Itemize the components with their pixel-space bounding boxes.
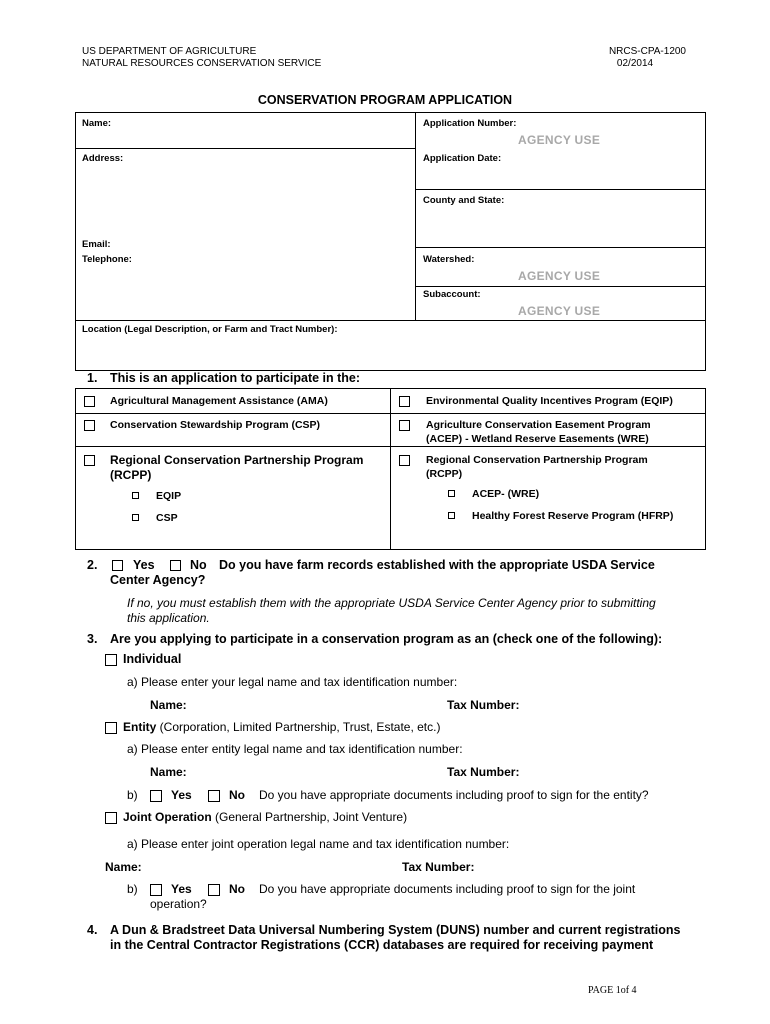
joint-yes-label: Yes — [171, 882, 192, 896]
joint-no-checkbox[interactable] — [208, 884, 220, 896]
email-label: Email: — [82, 239, 111, 250]
rcpp-eqip-label: EQIP — [156, 490, 182, 502]
page-number: PAGE 1of 4 — [588, 985, 637, 996]
entity-label: Entity — [123, 720, 157, 734]
individual-label: Individual — [123, 652, 182, 666]
eqip-label: Environmental Quality Incentives Program (EQIP) — [426, 395, 673, 407]
row-divider — [75, 320, 706, 321]
joint-no-label: No — [229, 882, 245, 896]
q2-no-label: No — [190, 558, 207, 572]
entity-name-label: Name: — [150, 765, 187, 779]
acep-line-2: (ACEP) - Wetland Reserve Easements (WRE) — [426, 433, 649, 445]
joint-operation-label: Joint Operation — [123, 810, 212, 824]
form-id — [560, 46, 686, 70]
rcpp-left-checkbox[interactable] — [84, 455, 95, 466]
rcpp-acep-label: ACEP- (WRE) — [472, 488, 540, 500]
joint-operation-checkbox[interactable] — [105, 812, 117, 824]
joint-tax-label: Tax Number: — [402, 860, 475, 874]
entity-line — [123, 720, 440, 735]
rcpp-left-label — [110, 453, 363, 483]
joint-operation-line — [123, 810, 407, 825]
q2-yes-label: Yes — [133, 558, 155, 572]
acep-label — [426, 418, 651, 446]
rcpp-right-checkbox[interactable] — [399, 455, 410, 466]
q2-text-line-1: Do you have farm records established with the appropriate USDA Service — [219, 558, 655, 572]
rcpp-eqip-checkbox[interactable] — [132, 492, 139, 499]
table-divider — [415, 112, 416, 320]
application-date-label: Application Date: — [423, 153, 502, 164]
dept-line-1: US DEPARTMENT OF AGRICULTURE — [82, 46, 257, 57]
rcpp-acep-checkbox[interactable] — [448, 490, 455, 497]
rcpp-left-line-2: (RCPP) — [110, 468, 152, 482]
rcpp-csp-label: CSP — [156, 512, 178, 524]
joint-name-label: Name: — [105, 860, 142, 874]
program-row-divider — [75, 413, 706, 414]
q3-text: Are you applying to participate in a conservation program as an (check one of the following): — [110, 632, 663, 646]
individual-checkbox[interactable] — [105, 654, 117, 666]
joint-b-text-line-1: Do you have appropriate documents including proof to sign for the joint — [259, 882, 636, 896]
row-divider — [75, 148, 416, 149]
acep-checkbox[interactable] — [399, 420, 410, 431]
entity-checkbox[interactable] — [105, 722, 117, 734]
q4-text-line-1: A Dun & Bradstreet Data Universal Numbering System (DUNS) number and current registrations — [110, 923, 681, 937]
acep-line-1: Agriculture Conservation Easement Program — [426, 419, 651, 431]
joint-instruction: a) Please enter joint operation legal name and tax identification number: — [127, 837, 510, 851]
entity-instruction: a) Please enter entity legal name and tax identification number: — [127, 742, 463, 756]
eqip-checkbox[interactable] — [399, 396, 410, 407]
ama-checkbox[interactable] — [84, 396, 95, 407]
address-label: Address: — [82, 153, 124, 164]
rcpp-left-line-1: Regional Conservation Partnership Program — [110, 453, 364, 467]
name-label: Name: — [82, 118, 112, 129]
rcpp-csp-checkbox[interactable] — [132, 514, 139, 521]
entity-b-marker: b) — [127, 788, 138, 802]
entity-yes-checkbox[interactable] — [150, 790, 162, 802]
rcpp-right-line-2: (RCPP) — [426, 468, 463, 480]
page-title: CONSERVATION PROGRAM APPLICATION — [257, 93, 513, 107]
rcpp-right-label — [426, 453, 648, 481]
individual-name-label: Name: — [150, 698, 187, 712]
rcpp-hfrp-label: Healthy Forest Reserve Program (HFRP) — [472, 510, 674, 522]
location-label: Location (Legal Description, or Farm and Tract Number): — [82, 324, 338, 335]
entity-yes-label: Yes — [171, 788, 192, 802]
program-row-divider — [75, 446, 706, 447]
form-number: NRCS-CPA-1200 — [608, 46, 686, 57]
watershed-label: Watershed: — [423, 254, 475, 265]
telephone-label: Telephone: — [82, 254, 132, 265]
application-number-label: Application Number: — [423, 118, 517, 129]
q1-number: 1. — [87, 371, 98, 385]
q3-number: 3. — [87, 632, 98, 646]
entity-tax-label: Tax Number: — [447, 765, 520, 779]
q2-note-line-2: this application. — [127, 611, 210, 625]
subaccount-label: Subaccount: — [423, 289, 481, 300]
joint-operation-description: (General Partnership, Joint Venture) — [211, 810, 408, 824]
joint-b-text-line-2: operation? — [150, 897, 207, 911]
rcpp-right-line-1: Regional Conservation Partnership Program — [426, 454, 648, 466]
q2-no-checkbox[interactable] — [170, 560, 181, 571]
row-divider — [415, 286, 706, 287]
agency-use-app-number: AGENCY USE — [518, 133, 601, 147]
q2-number: 2. — [87, 558, 98, 572]
q2-note-line-1: If no, you must establish them with the appropriate USDA Service Center Agency prior to submitting — [127, 596, 656, 610]
entity-b-text: Do you have appropriate documents including proof to sign for the entity? — [259, 788, 649, 802]
dept-line-2: NATURAL RESOURCES CONSERVATION SERVICE — [82, 58, 322, 69]
county-state-label: County and State: — [423, 195, 505, 206]
individual-tax-label: Tax Number: — [447, 698, 520, 712]
joint-b-marker: b) — [127, 882, 138, 896]
csp-checkbox[interactable] — [84, 420, 95, 431]
row-divider — [415, 189, 706, 190]
q1-text: This is an application to participate in the: — [110, 371, 361, 385]
entity-no-checkbox[interactable] — [208, 790, 220, 802]
individual-instruction: a) Please enter your legal name and tax identification number: — [127, 675, 458, 689]
ama-label: Agricultural Management Assistance (AMA) — [110, 395, 328, 407]
q4-text-line-2: in the Central Contractor Registrations (CCR) databases are required for receiving payment — [110, 938, 654, 952]
form-date: 02/2014 — [616, 58, 654, 69]
agency-use-subaccount: AGENCY USE — [518, 304, 601, 318]
rcpp-hfrp-checkbox[interactable] — [448, 512, 455, 519]
q2-text-line-2: Center Agency? — [110, 573, 206, 587]
entity-description: (Corporation, Limited Partnership, Trust, Estate, etc.) — [156, 720, 441, 734]
agency-use-watershed: AGENCY USE — [518, 269, 601, 283]
entity-no-label: No — [229, 788, 245, 802]
joint-yes-checkbox[interactable] — [150, 884, 162, 896]
row-divider — [415, 247, 706, 248]
csp-label: Conservation Stewardship Program (CSP) — [110, 419, 321, 431]
q2-yes-checkbox[interactable] — [112, 560, 123, 571]
department-name — [82, 46, 321, 70]
q4-number: 4. — [87, 923, 98, 937]
